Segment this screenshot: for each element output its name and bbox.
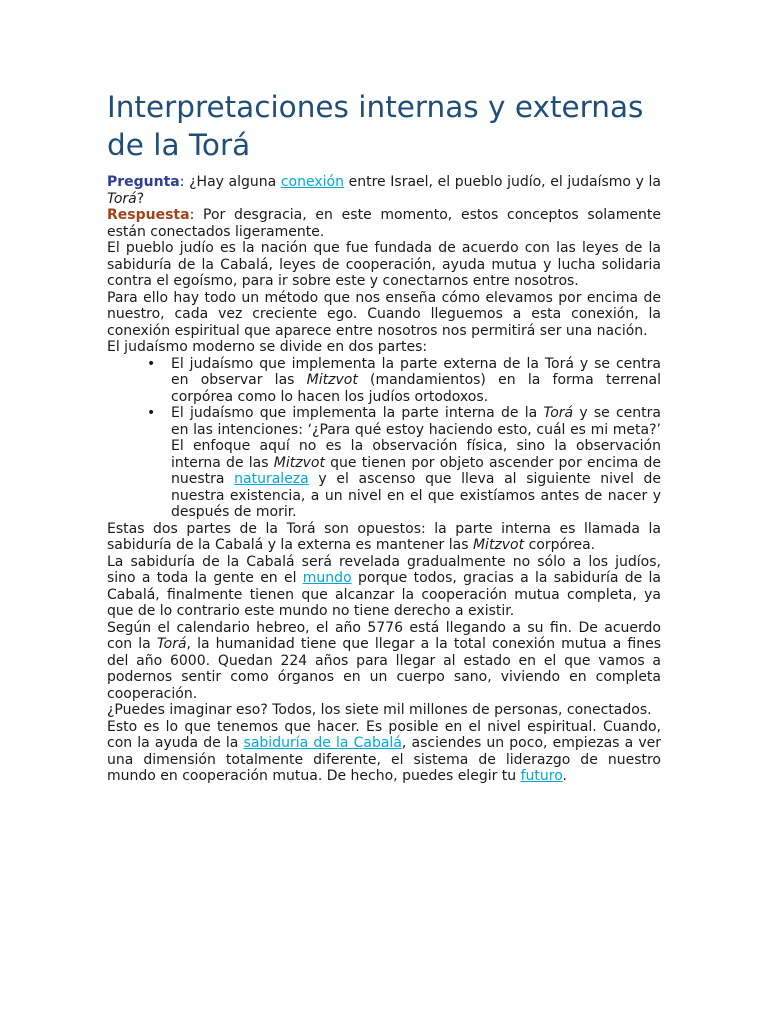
bullet-2-italic: Torá (543, 405, 574, 421)
futuro-link[interactable]: futuro (520, 768, 563, 784)
paragraph-5-text-2: porque todos, gracias a la sabiduría de la Cabalá, finalmente tienen que alcanzar la cooperación mutua completa, ya que de lo contrario este mundo no tiene derecho a existir. (107, 570, 661, 619)
sabiduria-link[interactable]: sabiduría de la Cabalá (243, 735, 402, 751)
bullet-1-text: El judaísmo que implementa la parte externa de la Torá y se centra en observar las (171, 355, 661, 388)
bullet-2-italic-2: Mitzvot (273, 454, 325, 471)
question-label: Pregunta (107, 174, 180, 190)
answer-paragraph (107, 207, 661, 240)
paragraph-8-text-3: . (562, 768, 567, 784)
paragraph-4-text-2: corpórea. (524, 537, 596, 553)
question-text-2: entre Israel, el pueblo judío, el judaísmo y la (343, 174, 661, 190)
paragraph-6-text: Según el calendario hebreo, el año 5776 está llegando a su fin. De acuerdo con la (107, 619, 661, 652)
bullet-2-text-4: y el ascenso que lleva al siguiente nivel de nuestra existencia, a un nivel en el que existíamos antes de nacer y después de morir. (171, 471, 662, 520)
paragraph-4 (107, 521, 661, 554)
paragraph-5 (107, 554, 661, 620)
list-item (171, 405, 661, 521)
paragraph-6 (107, 620, 661, 703)
paragraph-5-text: La sabiduría de la Cabalá será revelada gradualmente no sólo a los judíos, sino a toda la gente en el (107, 553, 661, 586)
bullet-1-text-2: (mandamientos) en la forma terrenal corpórea como lo hacen los judíos ortodoxos. (171, 372, 661, 405)
paragraph-8-text-2: , asciendes un poco, empiezas a ver una dimensión totalmente diferente, el sistema de liderazgo de nuestro mundo en cooperación mutua. De hecho, puedes elegir tu (107, 735, 662, 784)
mundo-link[interactable]: mundo (302, 570, 352, 586)
question-paragraph (107, 174, 661, 207)
paragraph-4-text: Estas dos partes de la Torá son opuestos: la parte interna es llamada la sabiduría de la Cabalá y la externa es mantener las (107, 520, 661, 553)
question-end: ? (136, 190, 145, 207)
paragraph-6-italic: Torá (156, 636, 187, 652)
question-text: : ¿Hay alguna (179, 174, 281, 190)
bullet-2-text-3: que tienen por objeto ascender por encima de nuestra (171, 454, 661, 487)
bullet-2-text: El judaísmo que implementa la parte interna de la (171, 405, 544, 421)
bullet-1-italic: Mitzvot (306, 372, 358, 388)
list-item (171, 356, 661, 406)
bullet-list (107, 356, 661, 521)
document-page (107, 88, 661, 785)
conexion-link[interactable]: conexión (280, 174, 344, 190)
paragraph-8-text: Esto es lo que tenemos que hacer. Es posible en el nivel espiritual. Cuando, con la ayuda de la (107, 718, 661, 751)
paragraph-2: Para ello hay todo un método que nos enseña cómo elevamos por encima de nuestro, cada vez creciente ego. Cuando lleguemos a esta conexión, la conexión espiritual que aparece entre nosotros nos permitirá ser una nación. (107, 289, 661, 339)
paragraph-7: ¿Puedes imaginar eso? Todos, los siete mil millones de personas, conectados. (107, 702, 652, 718)
answer-label: Respuesta (107, 207, 190, 223)
naturaleza-link[interactable]: naturaleza (234, 471, 309, 487)
answer-text: : Por desgracia, en este momento, estos conceptos solamente están conectados ligeramente. (107, 207, 661, 240)
paragraph-6-text-2: , la humanidad tiene que llegar a la total conexión mutua a fines del año 6000. Quedan 224 años para llegar al estado en el que vamos a podernos sentir como órganos en un cuerpo sano, viviendo en completa cooperación. (107, 636, 661, 702)
question-italic: Torá (107, 190, 137, 207)
bullet-2-text-2: y se centra en las intenciones: ‘¿Para qué estoy haciendo esto, cuál es mi meta?’ El enfoque aquí no es la observación física, sino la observación interna de las (171, 405, 661, 471)
document-title: Interpretaciones internas y externas de la Torá (107, 90, 644, 162)
paragraph-1: El pueblo judío es la nación que fue fundada de acuerdo con las leyes de la sabiduría de la Cabalá, leyes de cooperación, ayuda mutua y lucha solidaria contra el egoísmo, para ir sobre este y conectarnos entre nosotros. (107, 240, 661, 289)
paragraph-4-italic: Mitzvot (472, 537, 525, 553)
paragraph-3: El judaísmo moderno se divide en dos partes: (107, 339, 428, 355)
paragraph-8 (107, 719, 661, 785)
